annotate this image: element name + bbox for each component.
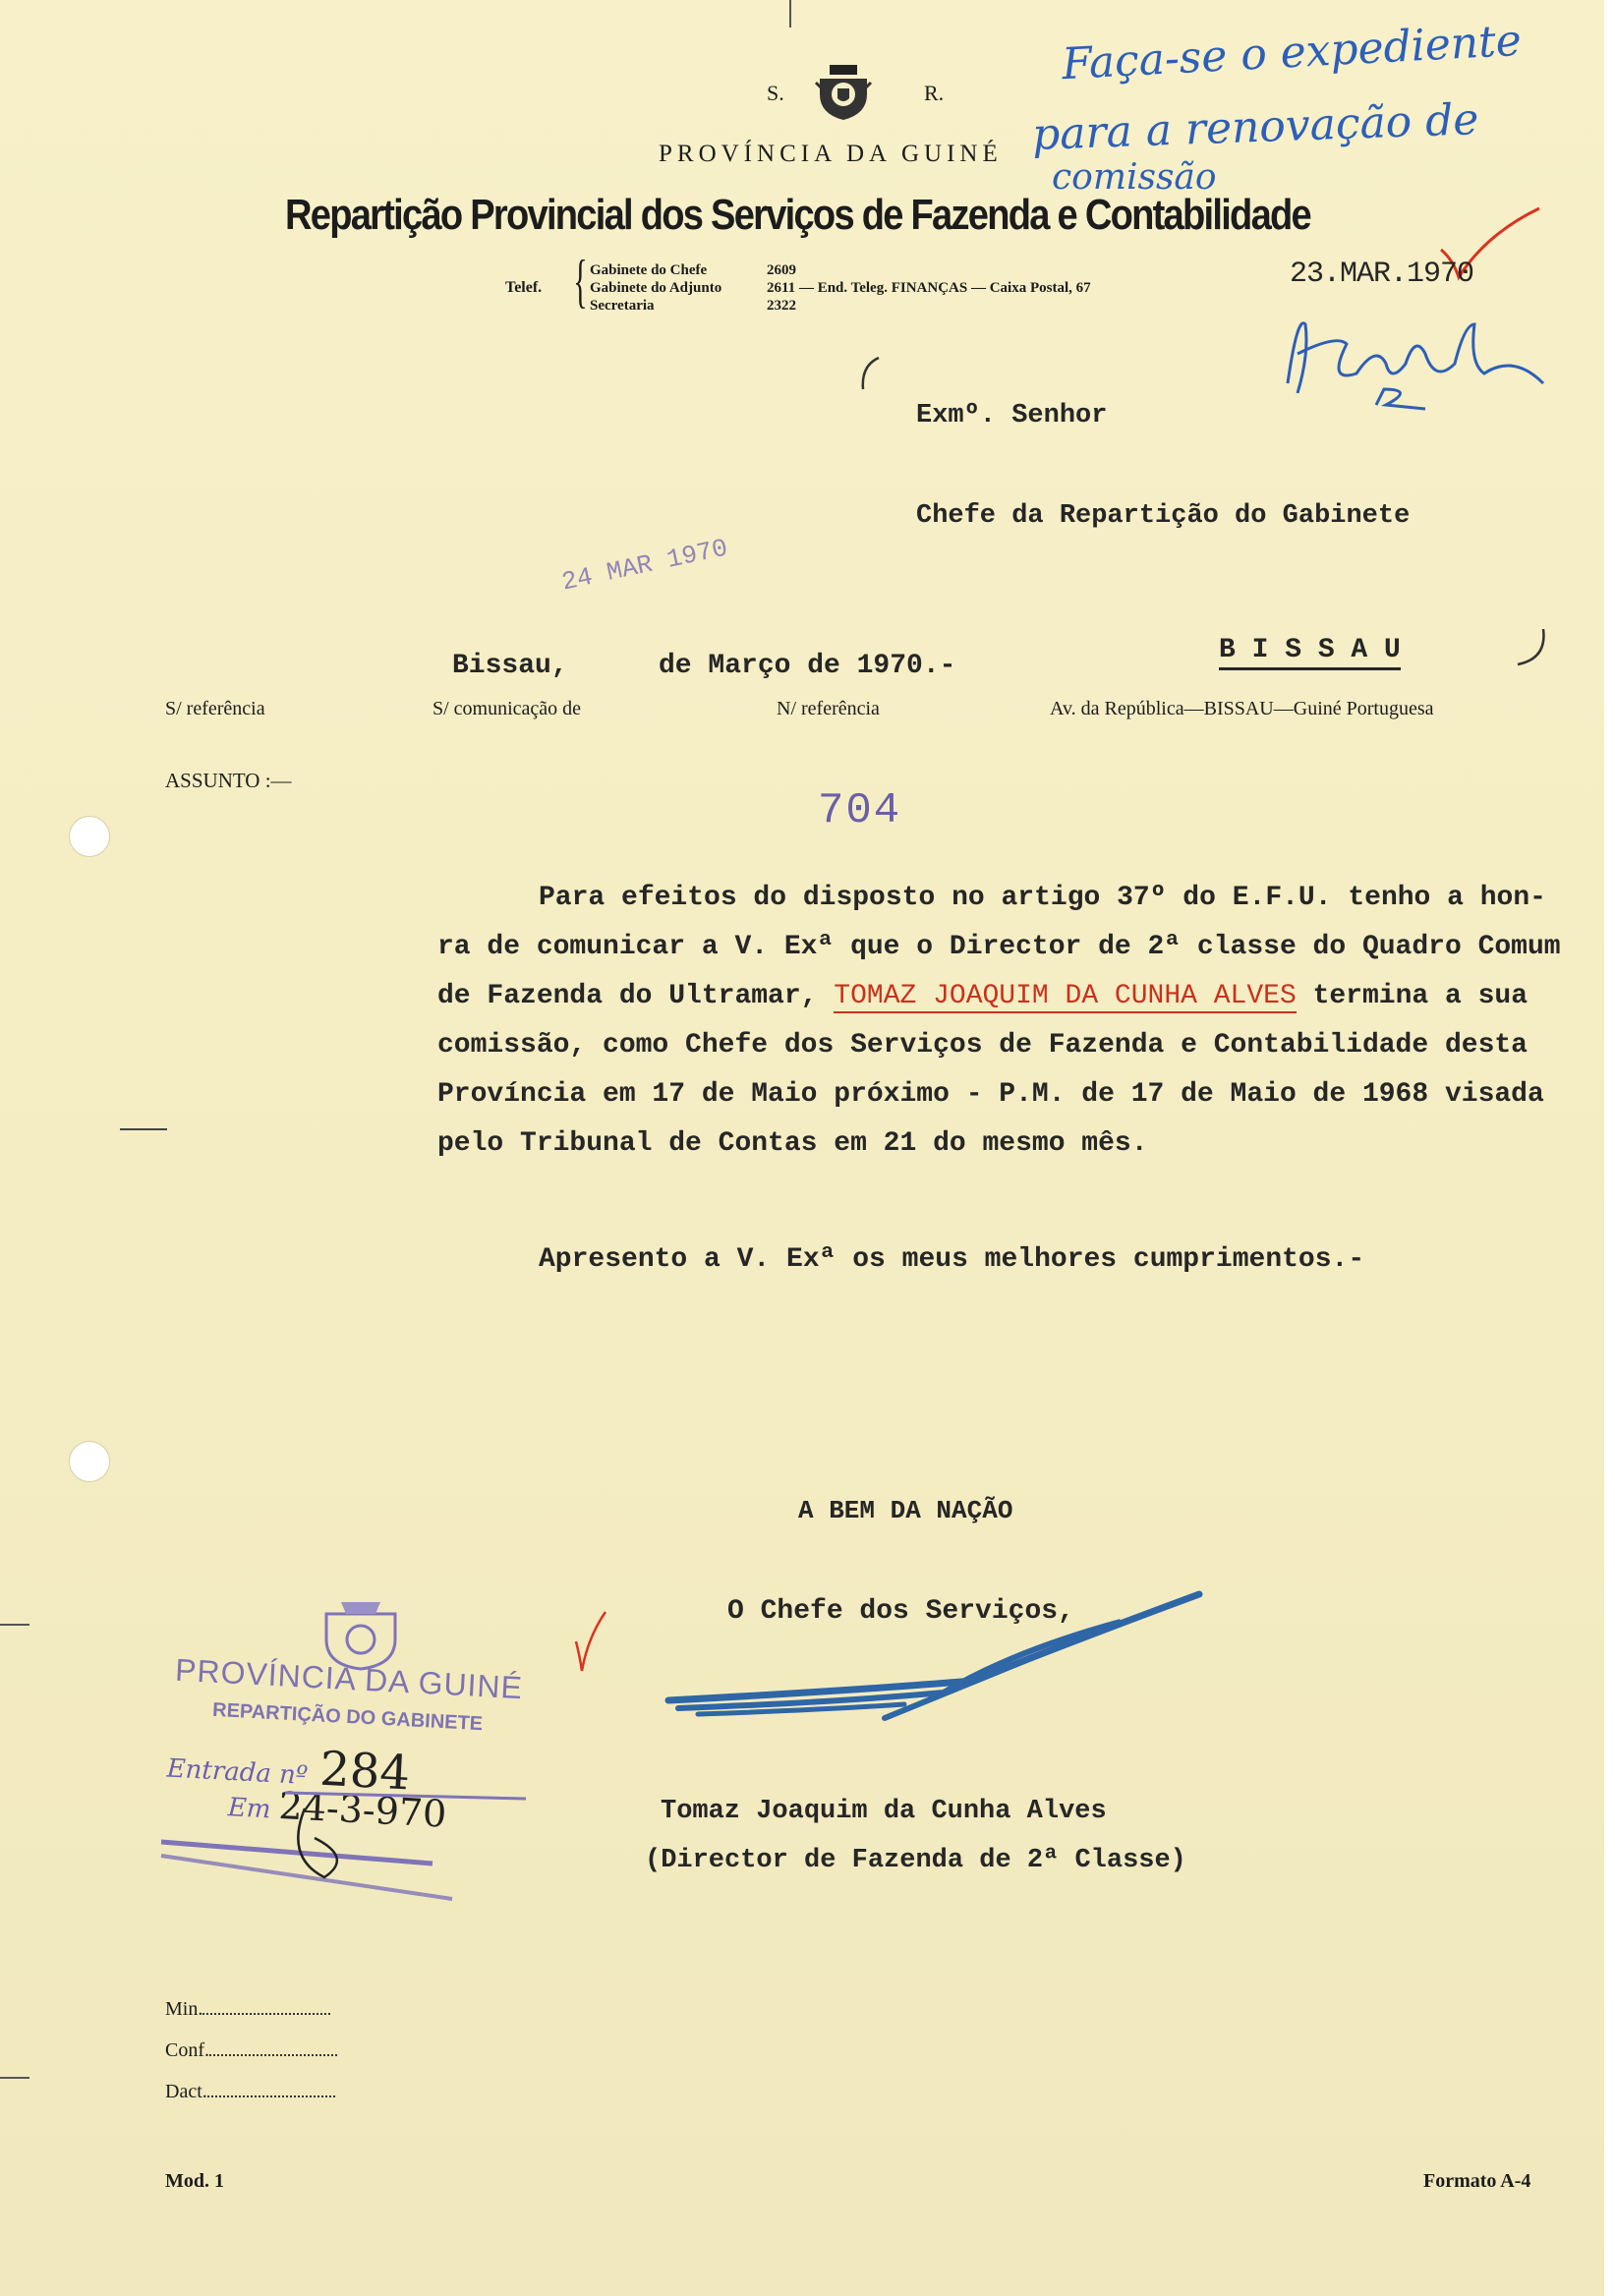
phone-row: Gabinete do Chefe 2609 [590, 262, 796, 278]
received-date-stamp: 23.MAR.1970 [1290, 258, 1474, 291]
signatory-role: O Chefe dos Serviços, [727, 1596, 1074, 1627]
signatory-title: (Director de Fazenda de 2ª Classe) [645, 1846, 1186, 1875]
assunto-label: ASSUNTO :— [165, 769, 292, 792]
conf-field: Conf. [165, 2037, 337, 2062]
crest-letter-left: S. [767, 81, 784, 105]
handwritten-note-line1: Faça-se o expediente [1060, 15, 1524, 90]
model-label: Mod. 1 [165, 2170, 224, 2192]
addressee-city: B I S S A U [1219, 635, 1401, 670]
dact-field: Dact. [165, 2078, 335, 2103]
signatory-name: Tomaz Joaquim da Cunha Alves [661, 1797, 1107, 1826]
stamp-em-value: 24-3-970 [277, 1783, 448, 1836]
date-place: Bissau, [452, 651, 568, 681]
stamp-department: REPARTIÇÃO DO GABINETE [211, 1698, 484, 1736]
phone-row: Gabinete do Adjunto 2611 — End. Teleg. FINANÇAS — Caixa Postal, 67 [590, 280, 1091, 296]
fold-mark [0, 2077, 29, 2079]
motto: A BEM DA NAÇÃO [798, 1496, 1013, 1525]
red-check-icon [570, 1608, 609, 1677]
highlighted-name: TOMAZ JOAQUIM DA CUNHA ALVES [834, 981, 1297, 1011]
punch-hole-top [69, 816, 110, 857]
stamp-province: PROVÍNCIA DA GUINÉ [174, 1651, 524, 1706]
blue-signature [659, 1582, 1209, 1730]
margin-dash [120, 1128, 167, 1130]
initials-signature [1268, 295, 1553, 432]
phone-brace: { [573, 249, 588, 314]
phone-list [590, 261, 1091, 315]
pen-mark [1514, 625, 1553, 672]
s-comunicacao-label: S/ comunicação de [433, 698, 582, 719]
n-referencia-label: N/ referência [777, 698, 880, 719]
address-label: Av. da República—BISSAU—Guiné Portuguesa [1050, 698, 1434, 719]
province-heading: PROVÍNCIA DA GUINÉ [659, 141, 1003, 167]
stamp-entrada-value: 284 [317, 1741, 412, 1802]
format-label: Formato A-4 [1423, 2170, 1531, 2192]
date-text: de Março de 1970.- [659, 651, 956, 681]
body-line: pelo Tribunal de Contas em 21 do mesmo mês. [437, 1128, 1148, 1159]
department-heading: Repartição Provincial dos Serviços de Fazenda e Contabilidade [285, 191, 1310, 239]
punch-hole-bottom [69, 1441, 110, 1482]
body-line: de Fazenda do Ultramar, TOMAZ JOAQUIM DA CUNHA ALVES termina a sua [437, 981, 1528, 1011]
closing-line: Apresento a V. Exª os meus melhores cumprimentos.- [539, 1244, 1365, 1275]
stamp-em-label: Em [227, 1793, 272, 1825]
document-number: 704 [818, 786, 902, 835]
top-crease [789, 0, 791, 28]
pen-mark [855, 354, 885, 393]
telef-label: Telef. [505, 279, 543, 296]
scan-edge [1604, 0, 1615, 2296]
crest-letter-right: R. [924, 81, 945, 105]
stamp-lines [157, 1769, 541, 1907]
body-line: comissão, como Chefe dos Serviços de Fazenda e Contabilidade desta [437, 1030, 1528, 1061]
body-line: Para efeitos do disposto no artigo 37º do E.F.U. tenho a hon- [539, 883, 1546, 913]
phone-row: Secretaria 2322 [590, 298, 796, 314]
s-referencia-label: S/ referência [165, 698, 265, 719]
violet-date-stamp: 24 MAR 1970 [558, 533, 730, 598]
handwritten-note-line3: comissão [1052, 157, 1217, 198]
addressee-salutation: Exmº. Senhor [916, 401, 1108, 430]
coat-of-arms-icon [812, 61, 875, 124]
handwritten-note-line2: para a renovação de [1031, 94, 1480, 160]
addressee-title: Chefe da Repartição do Gabinete [916, 501, 1411, 531]
body-line: Província em 17 de Maio próximo - P.M. de 17 de Maio de 1968 visada [437, 1079, 1544, 1110]
fold-mark [0, 1624, 29, 1626]
stamp-entrada-label: Entrada nº [165, 1753, 309, 1792]
body-line: ra de comunicar a V. Exª que o Director de 2ª classe do Quadro Comum [437, 932, 1561, 962]
min-field: Min. [165, 1995, 330, 2021]
